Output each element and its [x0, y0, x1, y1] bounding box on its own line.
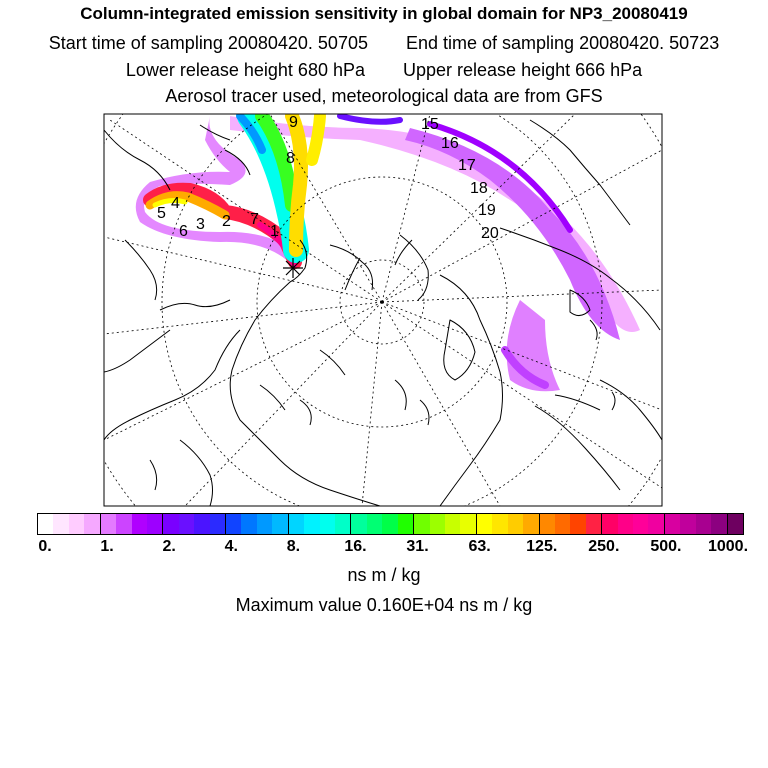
colorbar — [37, 513, 744, 535]
map-title: Column-integrated emission sensitivity in global domain for NP3_20080419 — [80, 4, 688, 23]
tracer-info: Aerosol tracer used, meteorological data are from GFS — [165, 86, 603, 106]
colorbar-swatch — [445, 514, 460, 534]
colorbar-tick-label: 31. — [406, 538, 429, 555]
colorbar-swatch — [539, 514, 555, 534]
start-time: Start time of sampling 20080420. 50705 — [48, 33, 368, 53]
colorbar-swatch — [257, 514, 272, 534]
colorbar-swatch — [633, 514, 648, 534]
maximum-value: Maximum value 0.160E+04 ns m / kg — [235, 595, 533, 615]
colorbar-swatch — [179, 514, 194, 534]
colorbar-swatch — [430, 514, 445, 534]
colorbar-tick-label: 1. — [100, 538, 114, 555]
colorbar-tick-label: 2. — [162, 538, 176, 555]
colorbar-swatch — [350, 514, 366, 534]
colorbar-swatch — [570, 514, 585, 534]
colorbar-swatch — [194, 514, 209, 534]
colorbar-tick-label: 500. — [650, 538, 682, 555]
colorbar-units: ns m / kg — [347, 565, 421, 585]
day-label-6: 6 — [179, 223, 188, 240]
day-label-17: 17 — [458, 157, 476, 174]
colorbar-swatch — [320, 514, 335, 534]
day-label-4: 4 — [171, 195, 180, 212]
day-label-9: 9 — [289, 114, 298, 131]
end-time: End time of sampling 20080420. 50723 — [405, 33, 720, 53]
colorbar-swatch — [586, 514, 601, 534]
day-label-19: 19 — [478, 202, 496, 219]
colorbar-swatch — [162, 514, 178, 534]
colorbar-swatch — [601, 514, 617, 534]
colorbar-swatch — [492, 514, 507, 534]
day-label-15: 15 — [421, 116, 439, 133]
upper-release-height: Upper release height 666 hPa — [403, 60, 643, 80]
day-label-3: 3 — [196, 216, 205, 233]
colorbar-swatch — [398, 514, 413, 534]
colorbar-swatch — [696, 514, 711, 534]
colorbar-swatch — [69, 514, 84, 534]
colorbar-swatch — [680, 514, 695, 534]
colorbar-swatch — [618, 514, 633, 534]
colorbar-swatch — [116, 514, 131, 534]
colorbar-swatch — [100, 514, 116, 534]
day-label-1: 1 — [270, 223, 279, 240]
colorbar-tick-label: 63. — [468, 538, 491, 555]
colorbar-swatch — [664, 514, 680, 534]
colorbar-tick-label: 250. — [588, 538, 620, 555]
day-label-20: 20 — [481, 225, 499, 242]
colorbar-swatch — [335, 514, 350, 534]
colorbar-swatch — [460, 514, 475, 534]
colorbar-swatch — [225, 514, 241, 534]
day-label-18: 18 — [470, 180, 488, 197]
map-frame-bg — [104, 114, 662, 506]
colorbar-swatch — [508, 514, 523, 534]
colorbar-swatch — [523, 514, 538, 534]
day-label-16: 16 — [441, 135, 459, 152]
colorbar-swatch — [413, 514, 429, 534]
colorbar-tick-label: 4. — [224, 538, 238, 555]
colorbar-tick-label: 8. — [286, 538, 301, 555]
colorbar-swatch — [476, 514, 492, 534]
colorbar-swatch — [555, 514, 570, 534]
colorbar-swatch — [304, 514, 319, 534]
day-label-7: 7 — [250, 211, 259, 228]
colorbar-swatch — [38, 514, 53, 534]
colorbar-swatch — [288, 514, 304, 534]
plume-stream-yellow — [292, 116, 301, 250]
colorbar-swatch — [727, 514, 743, 534]
colorbar-swatch — [272, 514, 287, 534]
colorbar-swatch — [648, 514, 663, 534]
lower-release-height: Lower release height 680 hPa — [125, 60, 365, 80]
colorbar-tick-label: 0. — [38, 538, 52, 555]
colorbar-swatch — [711, 514, 726, 534]
colorbar-swatch — [367, 514, 382, 534]
day-label-8: 8 — [286, 150, 295, 167]
colorbar-swatch — [382, 514, 397, 534]
colorbar-swatch — [241, 514, 256, 534]
colorbar-swatch — [53, 514, 68, 534]
day-label-2: 2 — [222, 213, 231, 230]
colorbar-swatch — [210, 514, 225, 534]
release-point-cross — [283, 258, 303, 278]
colorbar-swatch — [132, 514, 147, 534]
colorbar-swatch — [84, 514, 99, 534]
colorbar-tick-label: 1000. — [707, 538, 749, 555]
colorbar-swatch — [147, 514, 162, 534]
colorbar-tick-labels — [0, 538, 768, 560]
colorbar-tick-label: 125. — [526, 538, 558, 555]
day-label-5: 5 — [157, 205, 166, 222]
colorbar-tick-label: 16. — [344, 538, 367, 555]
